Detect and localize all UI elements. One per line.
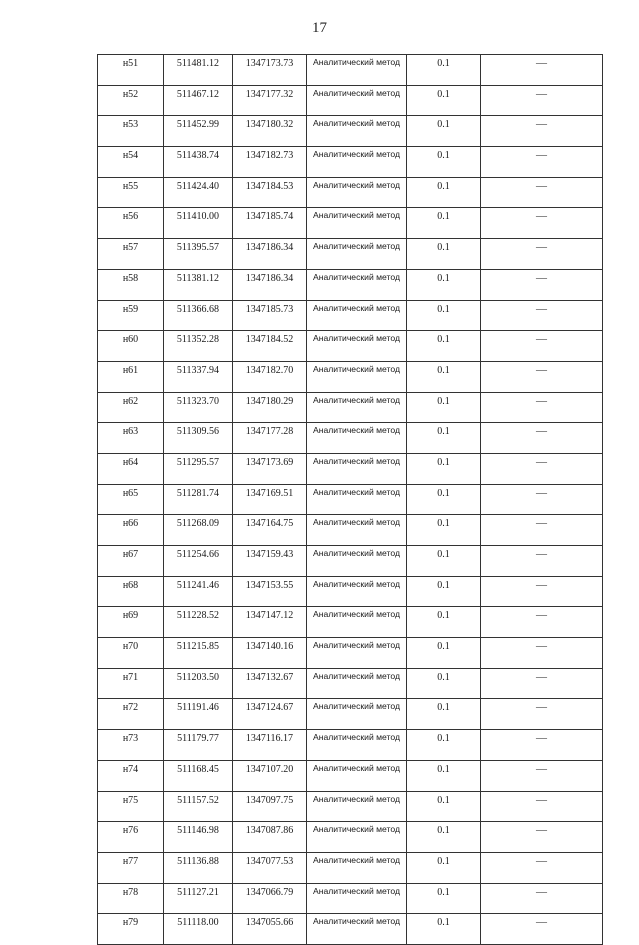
x-coordinate-cell: 511424.40 — [164, 177, 233, 208]
method-cell: Аналитический метод — [307, 515, 407, 546]
y-coordinate-cell: 1347153.55 — [233, 576, 307, 607]
note-cell: — — [481, 423, 603, 454]
method-cell: Аналитический метод — [307, 453, 407, 484]
error-cell: 0.1 — [407, 85, 481, 116]
method-cell: Аналитический метод — [307, 423, 407, 454]
error-cell: 0.1 — [407, 300, 481, 331]
method-cell: Аналитический метод — [307, 852, 407, 883]
y-coordinate-cell: 1347186.34 — [233, 269, 307, 300]
x-coordinate-cell: 511146.98 — [164, 822, 233, 853]
table-row — [98, 730, 603, 761]
y-coordinate-cell: 1347184.53 — [233, 177, 307, 208]
note-cell: — — [481, 852, 603, 883]
point-cell: н72 — [98, 699, 164, 730]
error-cell: 0.1 — [407, 791, 481, 822]
method-cell: Аналитический метод — [307, 822, 407, 853]
table-row — [98, 914, 603, 945]
table-row — [98, 85, 603, 116]
point-cell: н61 — [98, 361, 164, 392]
point-cell: н70 — [98, 638, 164, 669]
table-row — [98, 208, 603, 239]
method-cell: Аналитический метод — [307, 85, 407, 116]
error-cell: 0.1 — [407, 576, 481, 607]
error-cell: 0.1 — [407, 668, 481, 699]
x-coordinate-cell: 511295.57 — [164, 453, 233, 484]
point-cell: н68 — [98, 576, 164, 607]
table-row — [98, 546, 603, 577]
error-cell: 0.1 — [407, 883, 481, 914]
table-row — [98, 239, 603, 270]
point-cell: н63 — [98, 423, 164, 454]
y-coordinate-cell: 1347177.28 — [233, 423, 307, 454]
x-coordinate-cell: 511337.94 — [164, 361, 233, 392]
x-coordinate-cell: 511118.00 — [164, 914, 233, 945]
x-coordinate-cell: 511410.00 — [164, 208, 233, 239]
y-coordinate-cell: 1347116.17 — [233, 730, 307, 761]
note-cell: — — [481, 699, 603, 730]
point-cell: н64 — [98, 453, 164, 484]
x-coordinate-cell: 511203.50 — [164, 668, 233, 699]
x-coordinate-cell: 511179.77 — [164, 730, 233, 761]
note-cell: — — [481, 239, 603, 270]
y-coordinate-cell: 1347140.16 — [233, 638, 307, 669]
error-cell: 0.1 — [407, 914, 481, 945]
x-coordinate-cell: 511281.74 — [164, 484, 233, 515]
x-coordinate-cell: 511136.88 — [164, 852, 233, 883]
table-row — [98, 269, 603, 300]
error-cell: 0.1 — [407, 116, 481, 147]
method-cell: Аналитический метод — [307, 760, 407, 791]
note-cell: — — [481, 791, 603, 822]
note-cell: — — [481, 730, 603, 761]
point-cell: н74 — [98, 760, 164, 791]
point-cell: н75 — [98, 791, 164, 822]
y-coordinate-cell: 1347177.32 — [233, 85, 307, 116]
error-cell: 0.1 — [407, 55, 481, 86]
note-cell: — — [481, 300, 603, 331]
table-row — [98, 760, 603, 791]
x-coordinate-cell: 511268.09 — [164, 515, 233, 546]
table-row — [98, 392, 603, 423]
table-row — [98, 55, 603, 86]
y-coordinate-cell: 1347182.70 — [233, 361, 307, 392]
error-cell: 0.1 — [407, 822, 481, 853]
method-cell: Аналитический метод — [307, 484, 407, 515]
note-cell: — — [481, 85, 603, 116]
coordinates-table-body — [98, 55, 603, 945]
table-row — [98, 331, 603, 362]
point-cell: н65 — [98, 484, 164, 515]
point-cell: н58 — [98, 269, 164, 300]
error-cell: 0.1 — [407, 453, 481, 484]
method-cell: Аналитический метод — [307, 177, 407, 208]
y-coordinate-cell: 1347066.79 — [233, 883, 307, 914]
x-coordinate-cell: 511452.99 — [164, 116, 233, 147]
x-coordinate-cell: 511467.12 — [164, 85, 233, 116]
page-number: 17 — [312, 20, 327, 36]
note-cell: — — [481, 914, 603, 945]
note-cell: — — [481, 883, 603, 914]
point-cell: н55 — [98, 177, 164, 208]
error-cell: 0.1 — [407, 852, 481, 883]
y-coordinate-cell: 1347185.74 — [233, 208, 307, 239]
y-coordinate-cell: 1347147.12 — [233, 607, 307, 638]
error-cell: 0.1 — [407, 730, 481, 761]
y-coordinate-cell: 1347159.43 — [233, 546, 307, 577]
note-cell: — — [481, 453, 603, 484]
table-row — [98, 361, 603, 392]
point-cell: н60 — [98, 331, 164, 362]
x-coordinate-cell: 511352.28 — [164, 331, 233, 362]
x-coordinate-cell: 511381.12 — [164, 269, 233, 300]
coordinates-table — [97, 54, 603, 945]
method-cell: Аналитический метод — [307, 208, 407, 239]
method-cell: Аналитический метод — [307, 331, 407, 362]
y-coordinate-cell: 1347185.73 — [233, 300, 307, 331]
note-cell: — — [481, 638, 603, 669]
note-cell: — — [481, 147, 603, 178]
method-cell: Аналитический метод — [307, 300, 407, 331]
note-cell: — — [481, 576, 603, 607]
note-cell: — — [481, 177, 603, 208]
point-cell: н67 — [98, 546, 164, 577]
table-row — [98, 453, 603, 484]
method-cell: Аналитический метод — [307, 239, 407, 270]
table-row — [98, 699, 603, 730]
y-coordinate-cell: 1347097.75 — [233, 791, 307, 822]
y-coordinate-cell: 1347077.53 — [233, 852, 307, 883]
method-cell: Аналитический метод — [307, 546, 407, 577]
method-cell: Аналитический метод — [307, 269, 407, 300]
table-row — [98, 116, 603, 147]
table-row — [98, 423, 603, 454]
error-cell: 0.1 — [407, 392, 481, 423]
note-cell: — — [481, 208, 603, 239]
x-coordinate-cell: 511228.52 — [164, 607, 233, 638]
point-cell: н54 — [98, 147, 164, 178]
method-cell: Аналитический метод — [307, 914, 407, 945]
note-cell: — — [481, 484, 603, 515]
table-row — [98, 638, 603, 669]
method-cell: Аналитический метод — [307, 55, 407, 86]
error-cell: 0.1 — [407, 177, 481, 208]
method-cell: Аналитический метод — [307, 116, 407, 147]
x-coordinate-cell: 511438.74 — [164, 147, 233, 178]
table-row — [98, 668, 603, 699]
method-cell: Аналитический метод — [307, 638, 407, 669]
x-coordinate-cell: 511191.46 — [164, 699, 233, 730]
point-cell: н56 — [98, 208, 164, 239]
x-coordinate-cell: 511395.57 — [164, 239, 233, 270]
point-cell: н62 — [98, 392, 164, 423]
point-cell: н76 — [98, 822, 164, 853]
y-coordinate-cell: 1347173.73 — [233, 55, 307, 86]
error-cell: 0.1 — [407, 423, 481, 454]
error-cell: 0.1 — [407, 546, 481, 577]
method-cell: Аналитический метод — [307, 883, 407, 914]
error-cell: 0.1 — [407, 607, 481, 638]
note-cell: — — [481, 331, 603, 362]
method-cell: Аналитический метод — [307, 730, 407, 761]
point-cell: н53 — [98, 116, 164, 147]
y-coordinate-cell: 1347107.20 — [233, 760, 307, 791]
note-cell: — — [481, 269, 603, 300]
error-cell: 0.1 — [407, 515, 481, 546]
y-coordinate-cell: 1347124.67 — [233, 699, 307, 730]
y-coordinate-cell: 1347164.75 — [233, 515, 307, 546]
error-cell: 0.1 — [407, 147, 481, 178]
x-coordinate-cell: 511366.68 — [164, 300, 233, 331]
table-row — [98, 515, 603, 546]
table-row — [98, 791, 603, 822]
y-coordinate-cell: 1347173.69 — [233, 453, 307, 484]
error-cell: 0.1 — [407, 239, 481, 270]
error-cell: 0.1 — [407, 361, 481, 392]
table-row — [98, 177, 603, 208]
method-cell: Аналитический метод — [307, 392, 407, 423]
y-coordinate-cell: 1347180.32 — [233, 116, 307, 147]
table-row — [98, 484, 603, 515]
note-cell: — — [481, 392, 603, 423]
method-cell: Аналитический метод — [307, 576, 407, 607]
error-cell: 0.1 — [407, 331, 481, 362]
y-coordinate-cell: 1347087.86 — [233, 822, 307, 853]
table-row — [98, 300, 603, 331]
y-coordinate-cell: 1347184.52 — [233, 331, 307, 362]
point-cell: н52 — [98, 85, 164, 116]
note-cell: — — [481, 607, 603, 638]
point-cell: н79 — [98, 914, 164, 945]
y-coordinate-cell: 1347180.29 — [233, 392, 307, 423]
y-coordinate-cell: 1347182.73 — [233, 147, 307, 178]
table-row — [98, 607, 603, 638]
table-row — [98, 576, 603, 607]
point-cell: н51 — [98, 55, 164, 86]
x-coordinate-cell: 511215.85 — [164, 638, 233, 669]
table-row — [98, 147, 603, 178]
table-row — [98, 822, 603, 853]
x-coordinate-cell: 511241.46 — [164, 576, 233, 607]
point-cell: н69 — [98, 607, 164, 638]
x-coordinate-cell: 511168.45 — [164, 760, 233, 791]
method-cell: Аналитический метод — [307, 668, 407, 699]
note-cell: — — [481, 546, 603, 577]
note-cell: — — [481, 760, 603, 791]
note-cell: — — [481, 515, 603, 546]
x-coordinate-cell: 511254.66 — [164, 546, 233, 577]
method-cell: Аналитический метод — [307, 699, 407, 730]
point-cell: н78 — [98, 883, 164, 914]
note-cell: — — [481, 361, 603, 392]
error-cell: 0.1 — [407, 638, 481, 669]
point-cell: н66 — [98, 515, 164, 546]
x-coordinate-cell: 511481.12 — [164, 55, 233, 86]
note-cell: — — [481, 55, 603, 86]
method-cell: Аналитический метод — [307, 361, 407, 392]
point-cell: н71 — [98, 668, 164, 699]
x-coordinate-cell: 511309.56 — [164, 423, 233, 454]
y-coordinate-cell: 1347169.51 — [233, 484, 307, 515]
method-cell: Аналитический метод — [307, 791, 407, 822]
point-cell: н77 — [98, 852, 164, 883]
x-coordinate-cell: 511127.21 — [164, 883, 233, 914]
error-cell: 0.1 — [407, 484, 481, 515]
point-cell: н59 — [98, 300, 164, 331]
y-coordinate-cell: 1347055.66 — [233, 914, 307, 945]
x-coordinate-cell: 511157.52 — [164, 791, 233, 822]
note-cell: — — [481, 822, 603, 853]
error-cell: 0.1 — [407, 699, 481, 730]
method-cell: Аналитический метод — [307, 147, 407, 178]
point-cell: н73 — [98, 730, 164, 761]
y-coordinate-cell: 1347186.34 — [233, 239, 307, 270]
table-row — [98, 883, 603, 914]
error-cell: 0.1 — [407, 208, 481, 239]
y-coordinate-cell: 1347132.67 — [233, 668, 307, 699]
note-cell: — — [481, 116, 603, 147]
method-cell: Аналитический метод — [307, 607, 407, 638]
table-row — [98, 852, 603, 883]
point-cell: н57 — [98, 239, 164, 270]
x-coordinate-cell: 511323.70 — [164, 392, 233, 423]
note-cell: — — [481, 668, 603, 699]
error-cell: 0.1 — [407, 269, 481, 300]
error-cell: 0.1 — [407, 760, 481, 791]
